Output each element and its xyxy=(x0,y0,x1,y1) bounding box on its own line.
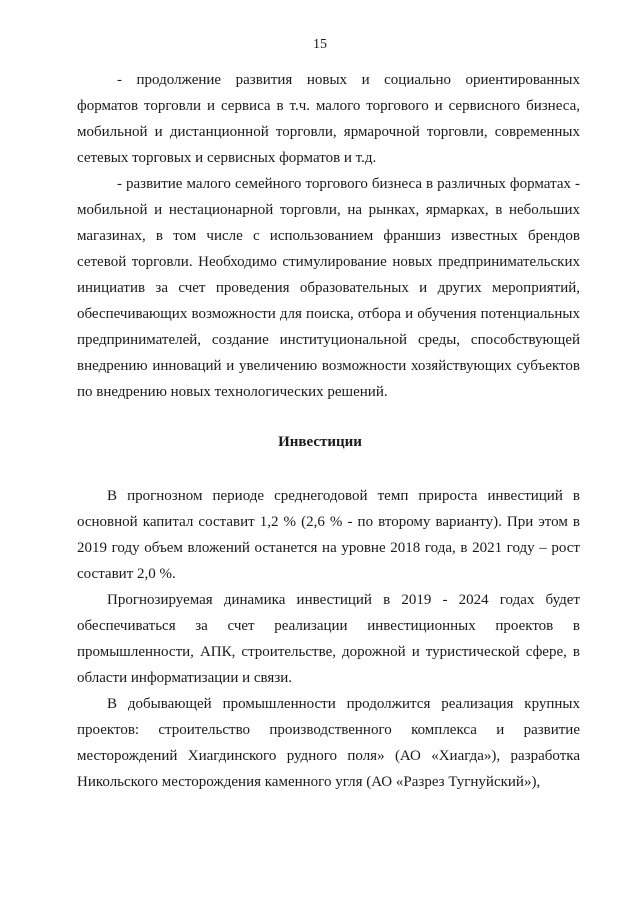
section-investments xyxy=(77,483,580,795)
paragraph-investments-3: В добывающей промышленности продолжится реализация крупных проектов: строительство производственного комплекса и развитие месторождений Хиагдинского рудного поля» (АО «Хиагда»), разработка Никольского месторождения каменного угля (АО «Разрез Тугнуйский»), xyxy=(77,696,580,790)
paragraph-trade-formats-2: - развитие малого семейного торгового бизнеса в различных форматах - мобильной и нестационарной торговли, на рынках, ярмарках, в небольших магазинах, в том числе с использованием франшиз известных брендов сетевой торговли. Необходимо стимулирование новых предпринимательских инициатив за счет проведения образовательных и других мероприятий, обеспечивающих возможности для поиска, отбора и обучения потенциальных предпринимателей, создание институциональной среды, способствующей внедрению инноваций и увеличению возможности хозяйствующих субъектов по внедрению новых технологических решений. xyxy=(77,176,580,400)
page-number: 15 xyxy=(313,37,327,52)
paragraph-trade-formats-1: - продолжение развития новых и социально ориентированных форматов торговли и сервиса в т.ч. малого торгового и сервисного бизнеса, мобильной и дистанционной торговли, ярмарочной торговли, современных сетевых торговых и сервисных форматов и т.д. xyxy=(77,72,580,166)
section-heading-investments: Инвестиции xyxy=(278,434,362,450)
paragraph-investments-2: Прогнозируемая динамика инвестиций в 2019 - 2024 годах будет обеспечиваться за счет реализации инвестиционных проектов в промышленности, АПК, строительстве, дорожной и туристической сфере, в области информатизации и связи. xyxy=(77,592,580,686)
paragraph-investments-1: В прогнозном периоде среднегодовой темп прироста инвестиций в основной капитал составит 1,2 % (2,6 % - по второму варианту). При этом в 2019 году объем вложений останется на уровне 2018 года, в 2021 году – рост составит 2,0 %. xyxy=(77,488,580,582)
section-trade-formats xyxy=(77,67,580,405)
